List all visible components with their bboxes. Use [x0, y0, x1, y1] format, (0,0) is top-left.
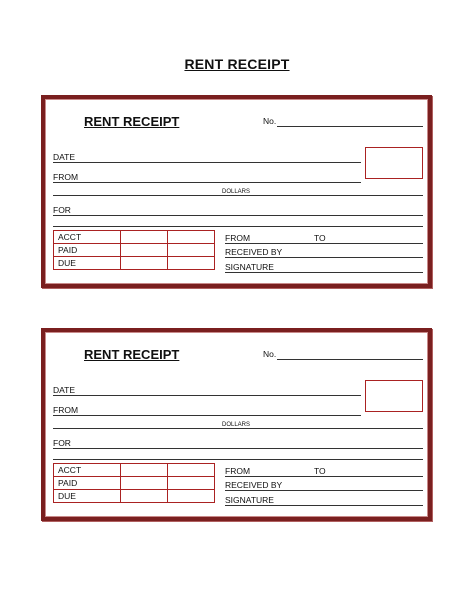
date-label: DATE	[53, 385, 76, 395]
rent-receipt-2	[41, 328, 432, 521]
account-table	[53, 230, 215, 270]
receipt-number-line[interactable]	[277, 359, 423, 360]
page-title: RENT RECEIPT	[184, 56, 290, 72]
received-by-label: RECEIVED BY	[225, 247, 283, 257]
for-line[interactable]	[53, 448, 423, 449]
date-line[interactable]	[53, 395, 361, 396]
signature-line[interactable]	[225, 505, 423, 506]
receipt-number-line[interactable]	[277, 126, 423, 127]
acct-cell-1[interactable]	[121, 464, 168, 477]
acct-label: ACCT	[54, 231, 121, 244]
table-row	[54, 490, 215, 503]
paid-label: PAID	[54, 477, 121, 490]
period-to-label: TO	[314, 466, 326, 476]
due-cell-2[interactable]	[168, 257, 215, 270]
table-row	[54, 244, 215, 257]
amount-box[interactable]	[365, 147, 423, 179]
date-label: DATE	[53, 152, 76, 162]
account-table	[53, 463, 215, 503]
due-cell-2[interactable]	[168, 490, 215, 503]
due-cell-1[interactable]	[121, 257, 168, 270]
acct-cell-2[interactable]	[168, 464, 215, 477]
from-label: FROM	[53, 405, 79, 415]
table-row	[54, 477, 215, 490]
for-label: FOR	[53, 438, 71, 448]
signature-label: SIGNATURE	[225, 495, 274, 505]
for-label: FOR	[53, 205, 71, 215]
acct-cell-1[interactable]	[121, 231, 168, 244]
period-line[interactable]	[225, 243, 423, 244]
received-by-line[interactable]	[225, 490, 423, 491]
due-label: DUE	[54, 257, 121, 270]
period-from-label: FROM	[225, 233, 251, 243]
table-row	[54, 464, 215, 477]
dollars-label: DOLLARS	[222, 422, 251, 428]
received-by-label: RECEIVED BY	[225, 480, 283, 490]
from-line[interactable]	[53, 182, 361, 183]
paid-cell-1[interactable]	[121, 244, 168, 257]
receipt-number-label: No.	[263, 349, 277, 359]
rent-receipt-1	[41, 95, 432, 288]
for-line-2[interactable]	[53, 459, 423, 460]
for-line-2[interactable]	[53, 226, 423, 227]
amount-box[interactable]	[365, 380, 423, 412]
signature-label: SIGNATURE	[225, 262, 274, 272]
table-row	[54, 257, 215, 270]
period-line[interactable]	[225, 476, 423, 477]
signature-line[interactable]	[225, 272, 423, 273]
acct-label: ACCT	[54, 464, 121, 477]
paid-cell-1[interactable]	[121, 477, 168, 490]
acct-cell-2[interactable]	[168, 231, 215, 244]
from-line[interactable]	[53, 415, 361, 416]
from-label: FROM	[53, 172, 79, 182]
paid-cell-2[interactable]	[168, 477, 215, 490]
for-line[interactable]	[53, 215, 423, 216]
receipt-title: RENT RECEIPT	[84, 347, 180, 362]
receipt-title: RENT RECEIPT	[84, 114, 180, 129]
period-from-label: FROM	[225, 466, 251, 476]
period-to-label: TO	[314, 233, 326, 243]
table-row	[54, 231, 215, 244]
received-by-line[interactable]	[225, 257, 423, 258]
date-line[interactable]	[53, 162, 361, 163]
paid-label: PAID	[54, 244, 121, 257]
paid-cell-2[interactable]	[168, 244, 215, 257]
dollars-label: DOLLARS	[222, 189, 251, 195]
due-label: DUE	[54, 490, 121, 503]
due-cell-1[interactable]	[121, 490, 168, 503]
receipt-number-label: No.	[263, 116, 277, 126]
